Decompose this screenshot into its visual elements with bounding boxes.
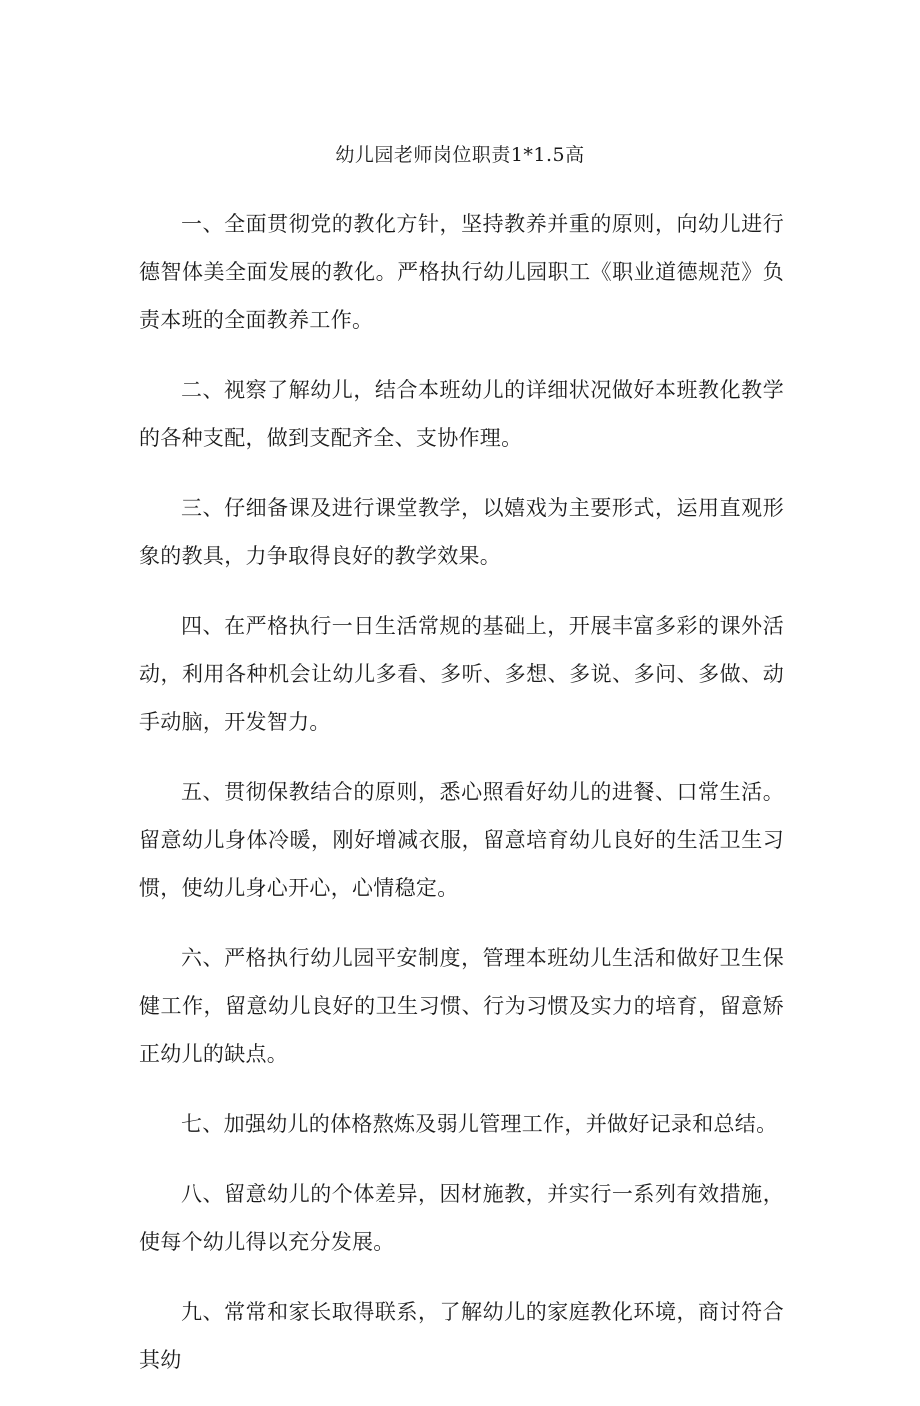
paragraph-2: 二、视察了解幼儿，结合本班幼儿的详细状况做好本班教化教学的各种支配，做到支配齐全、支协作理。 xyxy=(139,378,784,450)
document-title: 幼儿园老师岗位职责1*1.5高 xyxy=(335,144,585,166)
paragraph-6: 六、严格执行幼儿园平安制度，管理本班幼儿生活和做好卫生保健工作，留意幼儿良好的卫生习惯、行为习惯及实力的培育，留意矫正幼儿的缺点。 xyxy=(139,946,784,1066)
paragraph-8: 八、留意幼儿的个体差异，因材施教，并实行一系列有效措施，使每个幼儿得以充分发展。 xyxy=(139,1182,784,1254)
paragraph-4: 四、在严格执行一日生活常规的基础上，开展丰富多彩的课外活动，利用各种机会让幼儿多看、多听、多想、多说、多问、多做、动手动脑，开发智力。 xyxy=(139,614,784,734)
paragraph-9: 九、常常和家长取得联系，了解幼儿的家庭教化环境，商讨符合其幼 xyxy=(139,1300,784,1372)
document-body xyxy=(139,200,784,1406)
paragraph-1: 一、全面贯彻党的教化方针，坚持教养并重的原则，向幼儿进行德智体美全面发展的教化。严格执行幼儿园职工《职业道德规范》负责本班的全面教养工作。 xyxy=(139,212,784,332)
paragraph-5: 五、贯彻保教结合的原则，悉心照看好幼儿的进餐、口常生活。留意幼儿身体冷暖，刚好增减衣服，留意培育幼儿良好的生活卫生习惯，使幼儿身心开心，心情稳定。 xyxy=(139,780,784,900)
paragraph-3: 三、仔细备课及进行课堂教学，以嬉戏为主要形式，运用直观形象的教具，力争取得良好的教学效果。 xyxy=(139,496,784,568)
paragraph-7: 七、加强幼儿的体格熬炼及弱儿管理工作，并做好记录和总结。 xyxy=(181,1112,778,1136)
